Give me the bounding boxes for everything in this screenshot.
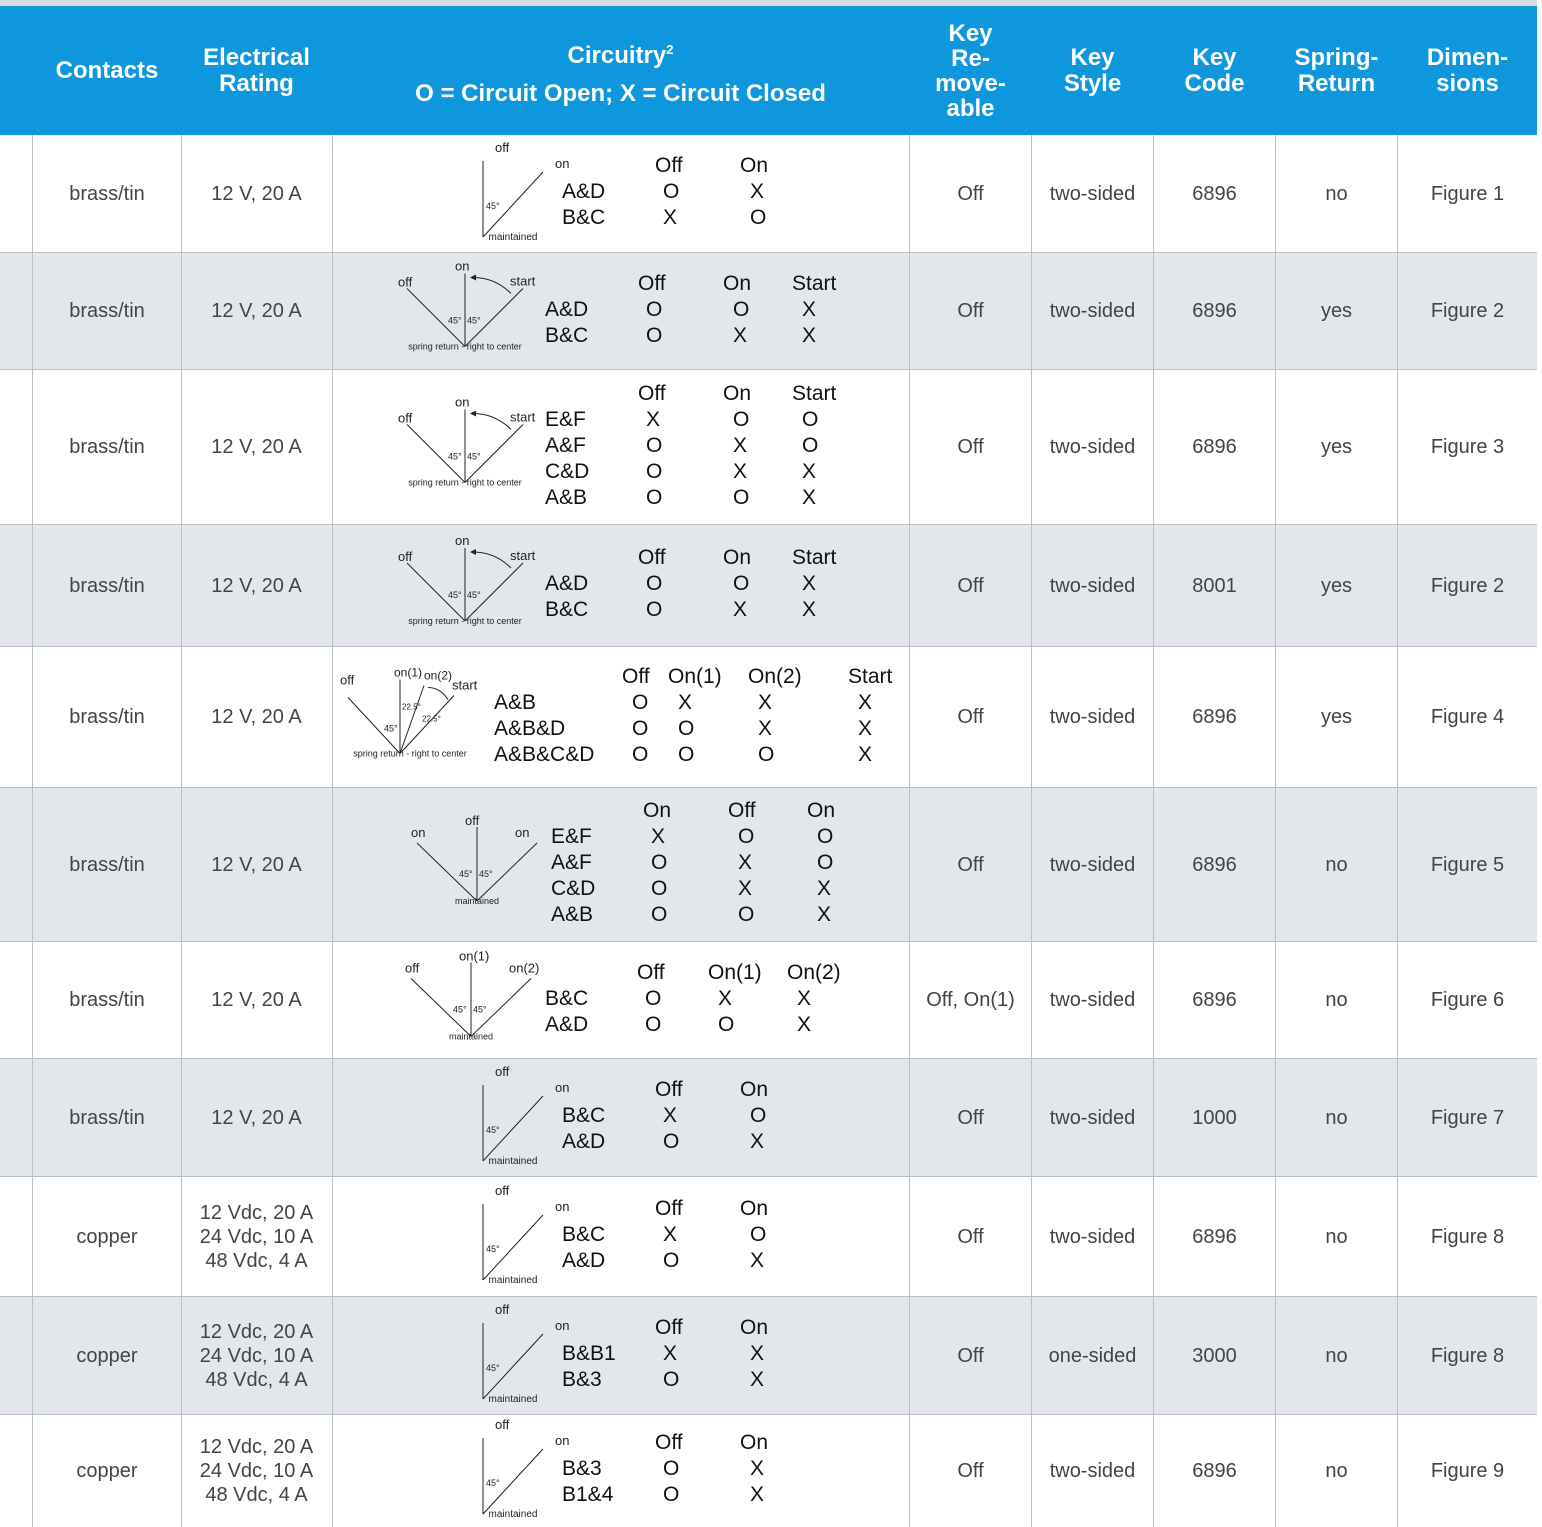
circuit-state: X [738, 877, 753, 900]
header-electrical-rating: Electrical Rating [203, 43, 310, 97]
electrical-rating-cell: 12 V, 20 A [211, 853, 302, 876]
angle-label: 45° [448, 590, 462, 600]
circuit-contact-pair: E&F [545, 407, 586, 431]
circuit-state: O [646, 323, 663, 347]
circuit-state: O [817, 825, 834, 848]
position-label: off [495, 140, 510, 155]
key-removeable-cell: Off [957, 1106, 984, 1129]
circuit-state: O [663, 1368, 680, 1391]
circuit-state: O [645, 1012, 662, 1036]
key-code-cell: 6896 [1192, 1225, 1237, 1248]
circuit-state: O [733, 297, 750, 321]
circuit-column-header: Off [655, 1197, 683, 1220]
key-style-cell: two-sided [1049, 574, 1136, 597]
key-style-cell: two-sided [1049, 436, 1136, 458]
circuit-state: X [678, 690, 693, 714]
circuit-contact-pair: A&D [545, 297, 589, 321]
spring-return-cell: yes [1320, 574, 1353, 597]
angle-label: 22.5° [422, 714, 441, 724]
angle-label: 45° [486, 1125, 500, 1135]
circuit-contact-pair: A&D [545, 1012, 589, 1036]
circuit-state: X [663, 1342, 678, 1365]
circuit-contact-pair: C&D [551, 877, 596, 900]
position-label: on [515, 825, 530, 840]
circuit-column-header: Off [638, 546, 666, 569]
spring-return-cell: yes [1320, 706, 1353, 728]
circuit-state: O [733, 572, 750, 595]
spring-return-cell: no [1325, 1344, 1348, 1367]
circuit-column-header: Off [728, 799, 756, 822]
circuit-state: X [750, 1483, 765, 1506]
circuit-column-header: On(2) [748, 664, 802, 688]
dimensions-cell: Figure 1 [1430, 182, 1505, 205]
circuit-column-header: On [740, 1197, 769, 1220]
circuit-column-header: On [740, 1078, 769, 1101]
electrical-rating-cell: 12 V, 20 A [211, 706, 302, 728]
angle-label: 45° [467, 590, 481, 600]
circuit-state: O [738, 903, 755, 926]
circuit-column-header: Off [655, 1078, 683, 1101]
circuit-state: X [802, 459, 817, 483]
key-style-cell: two-sided [1049, 1106, 1136, 1129]
position-label: on(1) [459, 948, 490, 964]
circuit-state: X [802, 297, 817, 321]
diagram-caption: maintained [488, 232, 538, 243]
position-label: off [495, 1183, 510, 1198]
position-label: off [398, 410, 413, 426]
key-removeable-cell: Off [957, 1459, 984, 1482]
circuit-state: O [663, 1130, 680, 1153]
circuit-column-header: On [723, 381, 752, 405]
spring-return-cell: no [1325, 182, 1348, 205]
position-label: off [465, 813, 480, 828]
key-removeable-cell: Off [957, 1344, 984, 1367]
position-label: on(2) [424, 668, 453, 683]
angle-label: 45° [448, 315, 462, 326]
position-label: on [555, 1318, 570, 1333]
circuit-state: O [651, 877, 668, 900]
position-label: off [398, 274, 413, 290]
dimensions-cell: Figure 2 [1430, 574, 1505, 597]
circuit-column-header: Start [792, 546, 837, 569]
position-label: off [405, 960, 420, 976]
dimensions-cell: Figure 5 [1430, 853, 1505, 876]
circuit-contact-pair: B&C [562, 1104, 606, 1127]
circuit-state: X [802, 323, 817, 347]
circuit-column-header: Off [655, 1431, 683, 1454]
contacts-cell: brass/tin [69, 574, 145, 597]
circuit-state: O [646, 433, 663, 457]
key-removeable-cell: Off [957, 1225, 984, 1248]
circuit-contact-pair: B&3 [562, 1368, 602, 1391]
electrical-rating-cell: 12 V, 20 A [211, 989, 302, 1011]
angle-label: 45° [467, 315, 481, 326]
circuit-state: X [858, 716, 873, 740]
circuit-state: X [733, 459, 748, 483]
position-label: on(1) [394, 665, 423, 680]
header-key-removeable: Key Re- move- able [935, 19, 1006, 122]
key-removeable-cell: Off [957, 182, 984, 205]
circuit-state: O [646, 598, 663, 621]
circuit-state: O [758, 742, 775, 766]
position-label: on [455, 533, 470, 548]
key-removeable-cell: Off, On(1) [926, 989, 1015, 1011]
header-circuitry-footnote: 2 [666, 42, 674, 57]
key-removeable-cell: Off [957, 574, 984, 597]
circuit-contact-pair: A&F [545, 433, 586, 457]
angle-label: 45° [473, 1004, 487, 1015]
circuit-state: O [663, 1249, 680, 1272]
circuit-state: X [663, 1223, 678, 1246]
electrical-rating-cell: 12 V, 20 A [211, 300, 302, 322]
circuit-state: X [750, 1368, 765, 1391]
circuit-contact-pair: A&D [562, 1130, 606, 1153]
circuit-contact-pair: B&C [562, 1223, 606, 1246]
circuit-state: X [817, 903, 832, 926]
circuit-contact-pair: A&B&D [494, 716, 566, 740]
circuit-contact-pair: B&C [562, 206, 606, 229]
position-label: start [452, 677, 478, 693]
header-key-style: Key Style [1063, 43, 1122, 97]
key-style-cell: two-sided [1049, 1225, 1136, 1248]
circuit-state: X [750, 1130, 765, 1153]
position-label: start [510, 409, 536, 425]
key-style-cell: two-sided [1049, 182, 1136, 205]
circuit-state: O [750, 1223, 767, 1246]
circuit-state: O [750, 1104, 767, 1127]
circuit-state: O [645, 986, 662, 1010]
circuit-state: O [802, 433, 819, 457]
contacts-cell: copper [76, 1225, 138, 1248]
angle-label: 45° [486, 1478, 500, 1488]
angle-label: 22.5° [402, 702, 421, 712]
circuit-contact-pair: A&D [545, 572, 589, 595]
diagram-caption: maintained [488, 1275, 538, 1286]
key-code-cell: 6896 [1192, 300, 1237, 322]
electrical-rating-cell: 12 V, 20 A [211, 436, 302, 458]
circuit-contact-pair: B&C [545, 986, 589, 1010]
circuit-state: X [802, 485, 817, 509]
circuit-state: X [738, 851, 753, 874]
circuit-state: X [858, 742, 873, 766]
position-label: on [555, 1199, 570, 1214]
circuit-column-header: On [643, 799, 672, 822]
spring-return-cell: yes [1320, 436, 1353, 458]
key-removeable-cell: Off [957, 853, 984, 876]
circuit-column-header: Off [655, 1316, 683, 1339]
circuit-state: X [733, 323, 748, 347]
circuit-state: X [758, 690, 773, 714]
circuit-contact-pair: B1&4 [562, 1483, 614, 1506]
circuit-column-header: On [740, 154, 769, 177]
circuit-state: O [663, 180, 680, 203]
header-circuitry-title: Circuitry [567, 42, 667, 69]
diagram-caption: maintained [488, 1156, 538, 1167]
circuit-state: O [817, 851, 834, 874]
position-label: off [340, 672, 355, 688]
circuit-state: O [750, 206, 767, 229]
circuit-state: X [750, 1342, 765, 1365]
circuit-state: O [663, 1457, 680, 1480]
circuit-state: X [733, 433, 748, 457]
circuit-state: O [632, 742, 649, 766]
position-label: on(2) [509, 960, 540, 976]
circuit-column-header: Off [637, 960, 665, 984]
electrical-rating-cell: 12 Vdc, 20 A 24 Vdc, 10 A 48 Vdc, 4 A [199, 1436, 314, 1506]
header-circuitry [333, 36, 908, 107]
circuit-column-header: Start [792, 381, 837, 405]
contacts-cell: brass/tin [69, 853, 145, 876]
circuit-contact-pair: B&C [545, 323, 589, 347]
dimensions-cell: Figure 7 [1430, 1106, 1505, 1129]
circuit-column-header: On [740, 1431, 769, 1454]
key-style-cell: two-sided [1049, 706, 1136, 728]
angle-label: 45° [486, 1363, 500, 1373]
header-spring-return: Spring- Return [1294, 43, 1379, 97]
circuit-contact-pair: A&F [551, 851, 592, 874]
circuit-state: O [651, 851, 668, 874]
circuit-state: X [651, 825, 666, 848]
dimensions-cell: Figure 3 [1430, 436, 1505, 458]
angle-label: 45° [459, 869, 473, 879]
circuit-contact-pair: A&D [562, 180, 606, 203]
circuit-state: O [646, 485, 663, 509]
electrical-rating-cell: 12 V, 20 A [211, 182, 302, 205]
circuit-state: X [797, 986, 812, 1010]
circuit-column-header: On(1) [708, 960, 762, 984]
key-code-cell: 6896 [1192, 989, 1237, 1011]
key-code-cell: 6896 [1192, 1459, 1237, 1482]
diagram-caption: maintained [488, 1394, 538, 1405]
spring-return-cell: no [1325, 1106, 1348, 1129]
circuit-state: X [802, 598, 817, 621]
position-label: on [555, 1433, 570, 1448]
position-label: on [555, 1080, 570, 1095]
contacts-cell: copper [76, 1459, 138, 1482]
circuit-state: X [817, 877, 832, 900]
position-label: off [495, 1064, 510, 1079]
circuit-contact-pair: B&C [545, 598, 589, 621]
circuit-contact-pair: A&B [494, 690, 537, 714]
position-label: off [398, 549, 413, 564]
diagram-caption: spring return - right to center [408, 616, 522, 626]
angle-label: 45° [479, 869, 493, 879]
electrical-rating-cell: 12 Vdc, 20 A 24 Vdc, 10 A 48 Vdc, 4 A [199, 1321, 314, 1391]
circuit-state: O [646, 572, 663, 595]
dimensions-cell: Figure 9 [1430, 1459, 1505, 1482]
circuit-state: X [663, 1104, 678, 1127]
dimensions-cell: Figure 8 [1430, 1225, 1505, 1248]
circuit-contact-pair: E&F [551, 825, 592, 848]
spring-return-cell: no [1325, 1225, 1348, 1248]
circuit-column-header: Off [622, 664, 650, 688]
key-style-cell: two-sided [1049, 989, 1136, 1011]
key-code-cell: 6896 [1192, 436, 1237, 458]
circuit-state: O [663, 1483, 680, 1506]
header-dimensions: Dimen- sions [1426, 43, 1509, 97]
header-key-code: Key Code [1184, 43, 1245, 97]
key-removeable-cell: Off [957, 300, 984, 322]
header-contacts: Contacts [55, 56, 159, 84]
header-circuitry-legend: O = Circuit Open; X = Circuit Closed [415, 80, 826, 107]
key-style-cell: two-sided [1049, 853, 1136, 876]
contacts-cell: brass/tin [69, 300, 145, 322]
circuit-column-header: Start [792, 271, 837, 295]
spring-return-cell: no [1325, 853, 1348, 876]
circuit-state: O [646, 297, 663, 321]
circuit-contact-pair: A&B&C&D [494, 742, 595, 766]
circuit-state: X [663, 206, 678, 229]
circuit-state: O [738, 825, 755, 848]
circuit-state: O [802, 407, 819, 431]
spring-return-cell: no [1325, 989, 1348, 1011]
circuit-state: X [797, 1012, 812, 1036]
circuit-column-header: On [723, 546, 752, 569]
angle-label: 45° [486, 1244, 500, 1254]
diagram-caption: spring return - right to center [408, 341, 522, 352]
circuit-column-header: On(1) [668, 664, 722, 688]
circuit-contact-pair: B&3 [562, 1457, 602, 1480]
key-code-cell: 3000 [1192, 1344, 1237, 1367]
circuit-state: X [758, 716, 773, 740]
dimensions-cell: Figure 4 [1430, 706, 1505, 728]
electrical-rating-cell: 12 V, 20 A [211, 574, 302, 597]
circuit-state: O [651, 903, 668, 926]
circuit-contact-pair: C&D [545, 459, 590, 483]
circuit-state: X [750, 1457, 765, 1480]
contacts-cell: brass/tin [69, 182, 145, 205]
contacts-cell: brass/tin [69, 436, 145, 458]
spring-return-cell: yes [1320, 300, 1353, 322]
dimensions-cell: Figure 6 [1430, 989, 1505, 1011]
circuit-state: O [632, 716, 649, 740]
circuit-state: X [858, 690, 873, 714]
circuit-column-header: Start [848, 664, 893, 688]
position-label: start [510, 548, 536, 563]
circuit-state: X [718, 986, 733, 1010]
position-label: on [411, 825, 426, 840]
circuit-column-header: Off [638, 271, 666, 295]
electrical-rating-cell: 12 V, 20 A [211, 1106, 302, 1129]
key-code-cell: 6896 [1192, 853, 1237, 876]
diagram-caption: maintained [454, 896, 500, 906]
key-style-cell: two-sided [1049, 1459, 1136, 1482]
contacts-cell: brass/tin [69, 706, 145, 728]
circuit-column-header: On [807, 799, 836, 822]
dimensions-cell: Figure 8 [1430, 1344, 1505, 1367]
contacts-cell: brass/tin [69, 989, 145, 1011]
dimensions-cell: Figure 2 [1430, 300, 1505, 322]
key-removeable-cell: Off [957, 436, 984, 458]
key-code-cell: 6896 [1192, 706, 1237, 728]
circuit-column-header: On(2) [787, 960, 841, 984]
diagram-caption: spring return - right to center [408, 477, 522, 488]
electrical-rating-cell: 12 Vdc, 20 A 24 Vdc, 10 A 48 Vdc, 4 A [199, 1202, 314, 1272]
circuit-contact-pair: A&B [545, 485, 588, 509]
contacts-cell: copper [76, 1344, 138, 1367]
key-style-cell: one-sided [1048, 1344, 1137, 1367]
key-removeable-cell: Off [957, 706, 984, 728]
circuit-column-header: Off [655, 154, 683, 177]
circuit-state: X [750, 1249, 765, 1272]
contacts-cell: brass/tin [69, 1106, 145, 1129]
circuit-contact-pair: B&B1 [562, 1342, 616, 1365]
circuit-state: O [733, 485, 750, 509]
diagram-caption: maintained [448, 1031, 494, 1042]
circuit-column-header: On [740, 1316, 769, 1339]
angle-label: 45° [486, 201, 500, 211]
key-code-cell: 1000 [1192, 1106, 1237, 1129]
position-label: off [495, 1417, 510, 1432]
position-label: on [455, 258, 470, 274]
circuit-state: O [678, 742, 695, 766]
circuit-state: X [750, 180, 765, 203]
angle-label: 45° [448, 451, 462, 462]
position-label: off [495, 1302, 510, 1317]
position-label: on [555, 156, 570, 171]
position-label: on [455, 394, 470, 410]
key-style-cell: two-sided [1049, 300, 1136, 322]
angle-label: 45° [467, 451, 481, 462]
position-label: start [510, 273, 536, 289]
circuit-column-header: On [723, 271, 752, 295]
spring-return-cell: no [1325, 1459, 1348, 1482]
key-code-cell: 6896 [1192, 182, 1237, 205]
circuit-contact-pair: A&D [562, 1249, 606, 1272]
circuit-contact-pair: A&B [551, 903, 594, 926]
diagram-caption: maintained [488, 1509, 538, 1520]
circuit-state: O [678, 716, 695, 740]
circuit-state: X [646, 407, 661, 431]
angle-label: 45° [453, 1004, 467, 1015]
circuit-state: X [733, 598, 748, 621]
circuit-state: O [718, 1012, 735, 1036]
angle-label: 45° [384, 723, 398, 734]
key-code-cell: 8001 [1192, 574, 1237, 597]
diagram-caption: spring return - right to center [353, 748, 467, 759]
circuit-state: X [802, 572, 817, 595]
circuit-column-header: Off [638, 381, 666, 405]
circuit-state: O [646, 459, 663, 483]
circuit-state: O [733, 407, 750, 431]
column-divider [332, 135, 333, 1527]
circuit-state: O [632, 690, 649, 714]
